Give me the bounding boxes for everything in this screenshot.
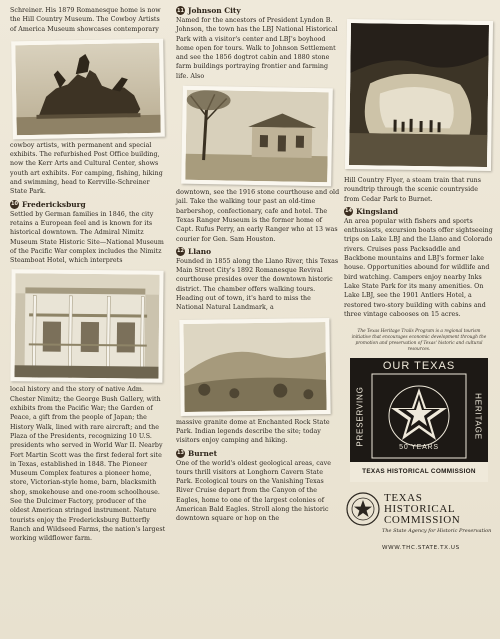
burnet-paragraph: One of the world's oldest geological areas, cave tours thrill visitors at Longhorn Cavern State Park. Ecological tours on the Vanishing Texas River Cruise depart from the Canyon of the Eagles, home to one of the largest colonies of American Bald Eagles. Stroll along the historic downtown square or hop on the — [176, 459, 332, 523]
badge-left-text: PRESERVING — [355, 386, 365, 447]
stone-building-image — [185, 90, 329, 182]
thc-subtitle: The State Agency for Historic Preservation — [382, 528, 492, 535]
thc-name-line-3: COMMISSION — [384, 513, 461, 526]
flyer-paragraph: Hill Country Flyer, a steam train that runs roundtrip through the scenic countryside from Cedar Park to Burnet. — [344, 177, 482, 203]
thc-name-line-1: TEXAS — [384, 491, 423, 504]
intro-paragraph: Schreiner. His 1879 Romanesque home is now the Hill Country Museum. The Cowboy Artists of America Museum showcases contemporary — [10, 7, 161, 33]
johnson-city-paragraph-1: Named for the ancestors of President Lyndon B. Johnson, the town has the LBJ National Historical Park with a visitor's center and LBJ's boyhood home open for tours. Walk to Johnson Settlement and see the 1856 dogtrot cabin and 1880 stone farm buildings portraying frontier and farming life. Also — [176, 17, 338, 80]
badge-caption: TEXAS HISTORICAL COMMISSION — [350, 462, 488, 482]
thc-logo-block — [346, 492, 494, 526]
cowboy-sculpture-image — [15, 43, 161, 135]
section-title: Kingsland — [356, 206, 399, 216]
section-number-badge: 13 — [177, 450, 184, 457]
section-number-badge: 11 — [177, 7, 184, 14]
thc-seal-icon — [346, 492, 380, 526]
thc-name-line-2: HISTORICAL — [384, 502, 456, 515]
website-url[interactable]: WWW.THC.STATE.TX.US — [382, 545, 460, 552]
cavern-photo — [345, 19, 493, 171]
kingsland-paragraph: An area popular with fishers and sports enthusiasts, excursion boats offer sightseeing trips on Lake LBJ and the Llano and Colorado rivers. Cruises pass Packsaddle and Backbone mountains and LBJ's former lake house. Opportunities abound for wildlife and bird watching. Campers enjoy nearby Inks Lake State Park for its many amenities. On Lake LBJ, see the 1901 Antlers Hotel, a restored two-story building with cabins and three vintage cabooses on 15 acres. — [344, 217, 493, 318]
section-title: Fredericksburg — [22, 199, 86, 209]
section-number-badge: 12 — [177, 248, 184, 255]
section-llano — [176, 247, 340, 256]
llano-paragraph-1: Founded in 1855 along the Llano River, this Texas Main Street City's 1892 Romanesque Revival courthouse presides over the downtown historic district. The chamber offers walking tours. Heading out of town, it's hard to miss the National Natural Landmark, a — [176, 257, 339, 312]
column-right — [344, 6, 494, 551]
section-title: Llano — [188, 246, 212, 256]
section-number-badge: 14 — [345, 208, 352, 215]
section-number-badge: 10 — [11, 201, 18, 208]
cowboy-paragraph: cowboy artists, with permanent and special exhibits. The refurbished Post Office building, now the Kerr Arts and Cultural Center, shows youth art exhibits. For camping, fishing, hiking and swimming, head to Kerrville-Schreiner State Park. — [10, 141, 163, 196]
enchanted-rock-image — [183, 322, 326, 412]
badge-top-text: OUR TEXAS — [382, 360, 456, 373]
fredericksburg-paragraph-1: Settled by German families in 1846, the city retains a European feel and is known for its historical downtown. The Admiral Nimitz Museum State Historic Site—National Museum of the Pacific War complex includes the Nimitz Steamboat Hotel, which interprets — [10, 210, 164, 265]
badge-right-text: HERITAGE — [473, 393, 483, 440]
nimitz-hotel-photo — [10, 270, 163, 384]
section-title: Johnson City — [188, 6, 241, 15]
section-johnson-city — [176, 6, 340, 15]
section-burnet — [176, 449, 340, 458]
preserving-heritage-badge — [350, 358, 488, 482]
enchanted-rock-photo — [179, 318, 330, 416]
cavern-image — [349, 23, 489, 167]
nimitz-hotel-image — [14, 274, 159, 380]
badge-bottom-text: 50 YEARS — [399, 444, 439, 452]
column-left — [10, 6, 168, 544]
llano-paragraph-2: massive granite dome at Enchanted Rock State Park. Indian legends describe the site; today visitors enjoy camping and hiking. — [176, 418, 330, 445]
heritage-trails-tagline: The Texas Heritage Trails Program is a regional tourism initiative that encourages economic development through the promotion and preservation of Texas' historic and cultural resources. — [351, 329, 487, 353]
section-title: Burnet — [188, 448, 218, 458]
section-kingsland — [344, 207, 494, 216]
thc-wordmark — [384, 493, 460, 526]
column-middle — [176, 6, 340, 524]
stone-building-photo — [181, 86, 333, 187]
cowboy-sculpture-photo — [11, 39, 165, 140]
johnson-city-paragraph-2: downtown, see the 1916 stone courthouse and old jail. Take the walking tour past an old-time barbershop, confectionary, cafe and hotel. The Texas Ranger Museum is the former home of Capt. Rufus Perry, an early Ranger who at 13 was courier for Gen. Sam Houston. — [176, 189, 340, 243]
section-fredericksburg — [10, 200, 168, 209]
fredericksburg-paragraph-2: local history and the story of native Adm. Chester Nimitz; the George Bush Gallery, with exhibits from the Pacific War; the Garden of Peace, a gift from the people of Japan; the History Walk, lined with rare aircraft; and the Plaza of the Presidents, recognizing 10 U.S. presidents who served in World War II. Nearby Fort Martin Scott was the first federal fort site in Texas, established in 1848. The Pioneer Museum Complex features a pioneer home, store, Victorian-style home, barn, blacksmith shop, smokehouse and one-room schoolhouse. See the Dulcimer Factory, producer of the oldest American stringed instrument. Nature tourists enjoy the Fredericksburg Butterfly Ranch and Wildseed Farms, the nation's largest working wildflower farm. — [10, 386, 166, 543]
